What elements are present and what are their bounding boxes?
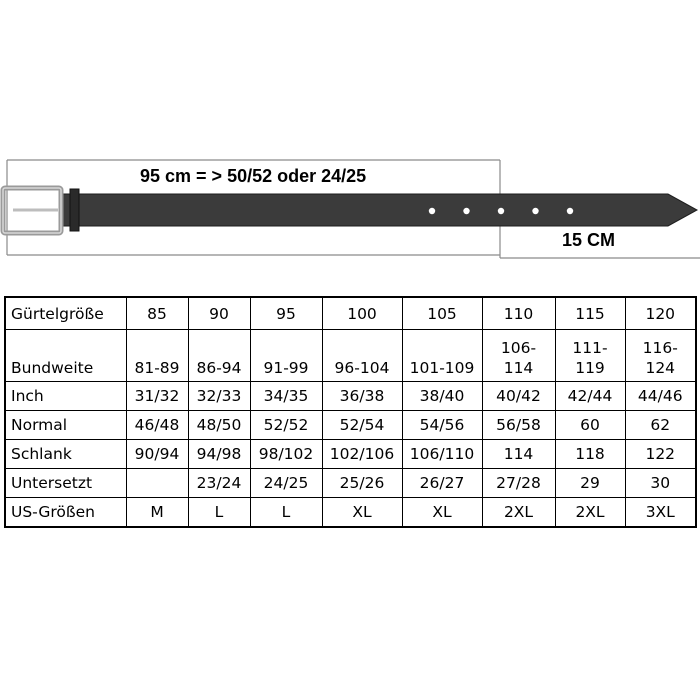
table-cell: 120 xyxy=(625,297,696,330)
table-row xyxy=(5,411,696,440)
table-cell: 42/44 xyxy=(555,382,625,411)
table-cell: 46/48 xyxy=(126,411,188,440)
table-cell: 31/32 xyxy=(126,382,188,411)
table-row xyxy=(5,330,696,382)
belt-hole xyxy=(429,208,435,214)
table-cell: XL xyxy=(402,498,482,528)
table-row xyxy=(5,469,696,498)
table-cell: 111- 119 xyxy=(555,330,625,382)
length-label: 95 cm = > 50/52 oder 24/25 xyxy=(140,166,367,186)
belt-keeper xyxy=(70,189,79,231)
table-cell: 105 xyxy=(402,297,482,330)
table-cell: 36/38 xyxy=(322,382,402,411)
table-cell: 106- 114 xyxy=(482,330,555,382)
table-cell: 27/28 xyxy=(482,469,555,498)
table-row xyxy=(5,498,696,528)
table-cell: 25/26 xyxy=(322,469,402,498)
belt-hole xyxy=(463,208,469,214)
table-cell: 56/58 xyxy=(482,411,555,440)
table-cell: 32/33 xyxy=(188,382,250,411)
table-cell: 95 xyxy=(250,297,322,330)
table-cell: 52/52 xyxy=(250,411,322,440)
table-cell: 60 xyxy=(555,411,625,440)
row-header: Normal xyxy=(5,411,126,440)
table-cell: 110 xyxy=(482,297,555,330)
table-cell: 24/25 xyxy=(250,469,322,498)
table-row xyxy=(5,440,696,469)
table-cell: 62 xyxy=(625,411,696,440)
table-cell: 98/102 xyxy=(250,440,322,469)
table-cell: 26/27 xyxy=(402,469,482,498)
table-cell: XL xyxy=(322,498,402,528)
table-row xyxy=(5,297,696,330)
table-cell: 54/56 xyxy=(402,411,482,440)
table-cell: L xyxy=(188,498,250,528)
table-cell: 2XL xyxy=(555,498,625,528)
table-cell: 29 xyxy=(555,469,625,498)
table-cell: 100 xyxy=(322,297,402,330)
row-header: Schlank xyxy=(5,440,126,469)
belt-hole xyxy=(498,208,504,214)
table-cell: 96-104 xyxy=(322,330,402,382)
table-cell: 30 xyxy=(625,469,696,498)
row-header: Inch xyxy=(5,382,126,411)
table-cell: M xyxy=(126,498,188,528)
table-cell: 85 xyxy=(126,297,188,330)
table-cell: 114 xyxy=(482,440,555,469)
table-cell: 52/54 xyxy=(322,411,402,440)
row-header: US-Größen xyxy=(5,498,126,528)
table-cell: 102/106 xyxy=(322,440,402,469)
table-cell: L xyxy=(250,498,322,528)
table-cell: 2XL xyxy=(482,498,555,528)
table-cell: 90/94 xyxy=(126,440,188,469)
belt-hole xyxy=(567,208,573,214)
buckle-icon xyxy=(3,188,61,233)
row-header: Bundweite xyxy=(5,330,126,382)
table-cell: 90 xyxy=(188,297,250,330)
table-cell: 81-89 xyxy=(126,330,188,382)
table-cell: 3XL xyxy=(625,498,696,528)
row-header: Gürtelgröße xyxy=(5,297,126,330)
table-cell: 115 xyxy=(555,297,625,330)
belt-strap xyxy=(60,194,697,226)
belt-diagram xyxy=(0,0,700,270)
table-cell: 116- 124 xyxy=(625,330,696,382)
table-cell: 118 xyxy=(555,440,625,469)
table-cell: 86-94 xyxy=(188,330,250,382)
table-cell: 44/46 xyxy=(625,382,696,411)
extra-label: 15 CM xyxy=(562,230,616,250)
table-cell: 122 xyxy=(625,440,696,469)
table-cell: 48/50 xyxy=(188,411,250,440)
table-cell: 38/40 xyxy=(402,382,482,411)
table-cell: 106/110 xyxy=(402,440,482,469)
belt-hole xyxy=(532,208,538,214)
table-cell: 91-99 xyxy=(250,330,322,382)
size-table xyxy=(4,296,697,528)
table-cell: 101-109 xyxy=(402,330,482,382)
row-header: Untersetzt xyxy=(5,469,126,498)
table-cell xyxy=(126,469,188,498)
table-row xyxy=(5,382,696,411)
table-cell: 40/42 xyxy=(482,382,555,411)
table-cell: 94/98 xyxy=(188,440,250,469)
table-cell: 23/24 xyxy=(188,469,250,498)
table-cell: 34/35 xyxy=(250,382,322,411)
